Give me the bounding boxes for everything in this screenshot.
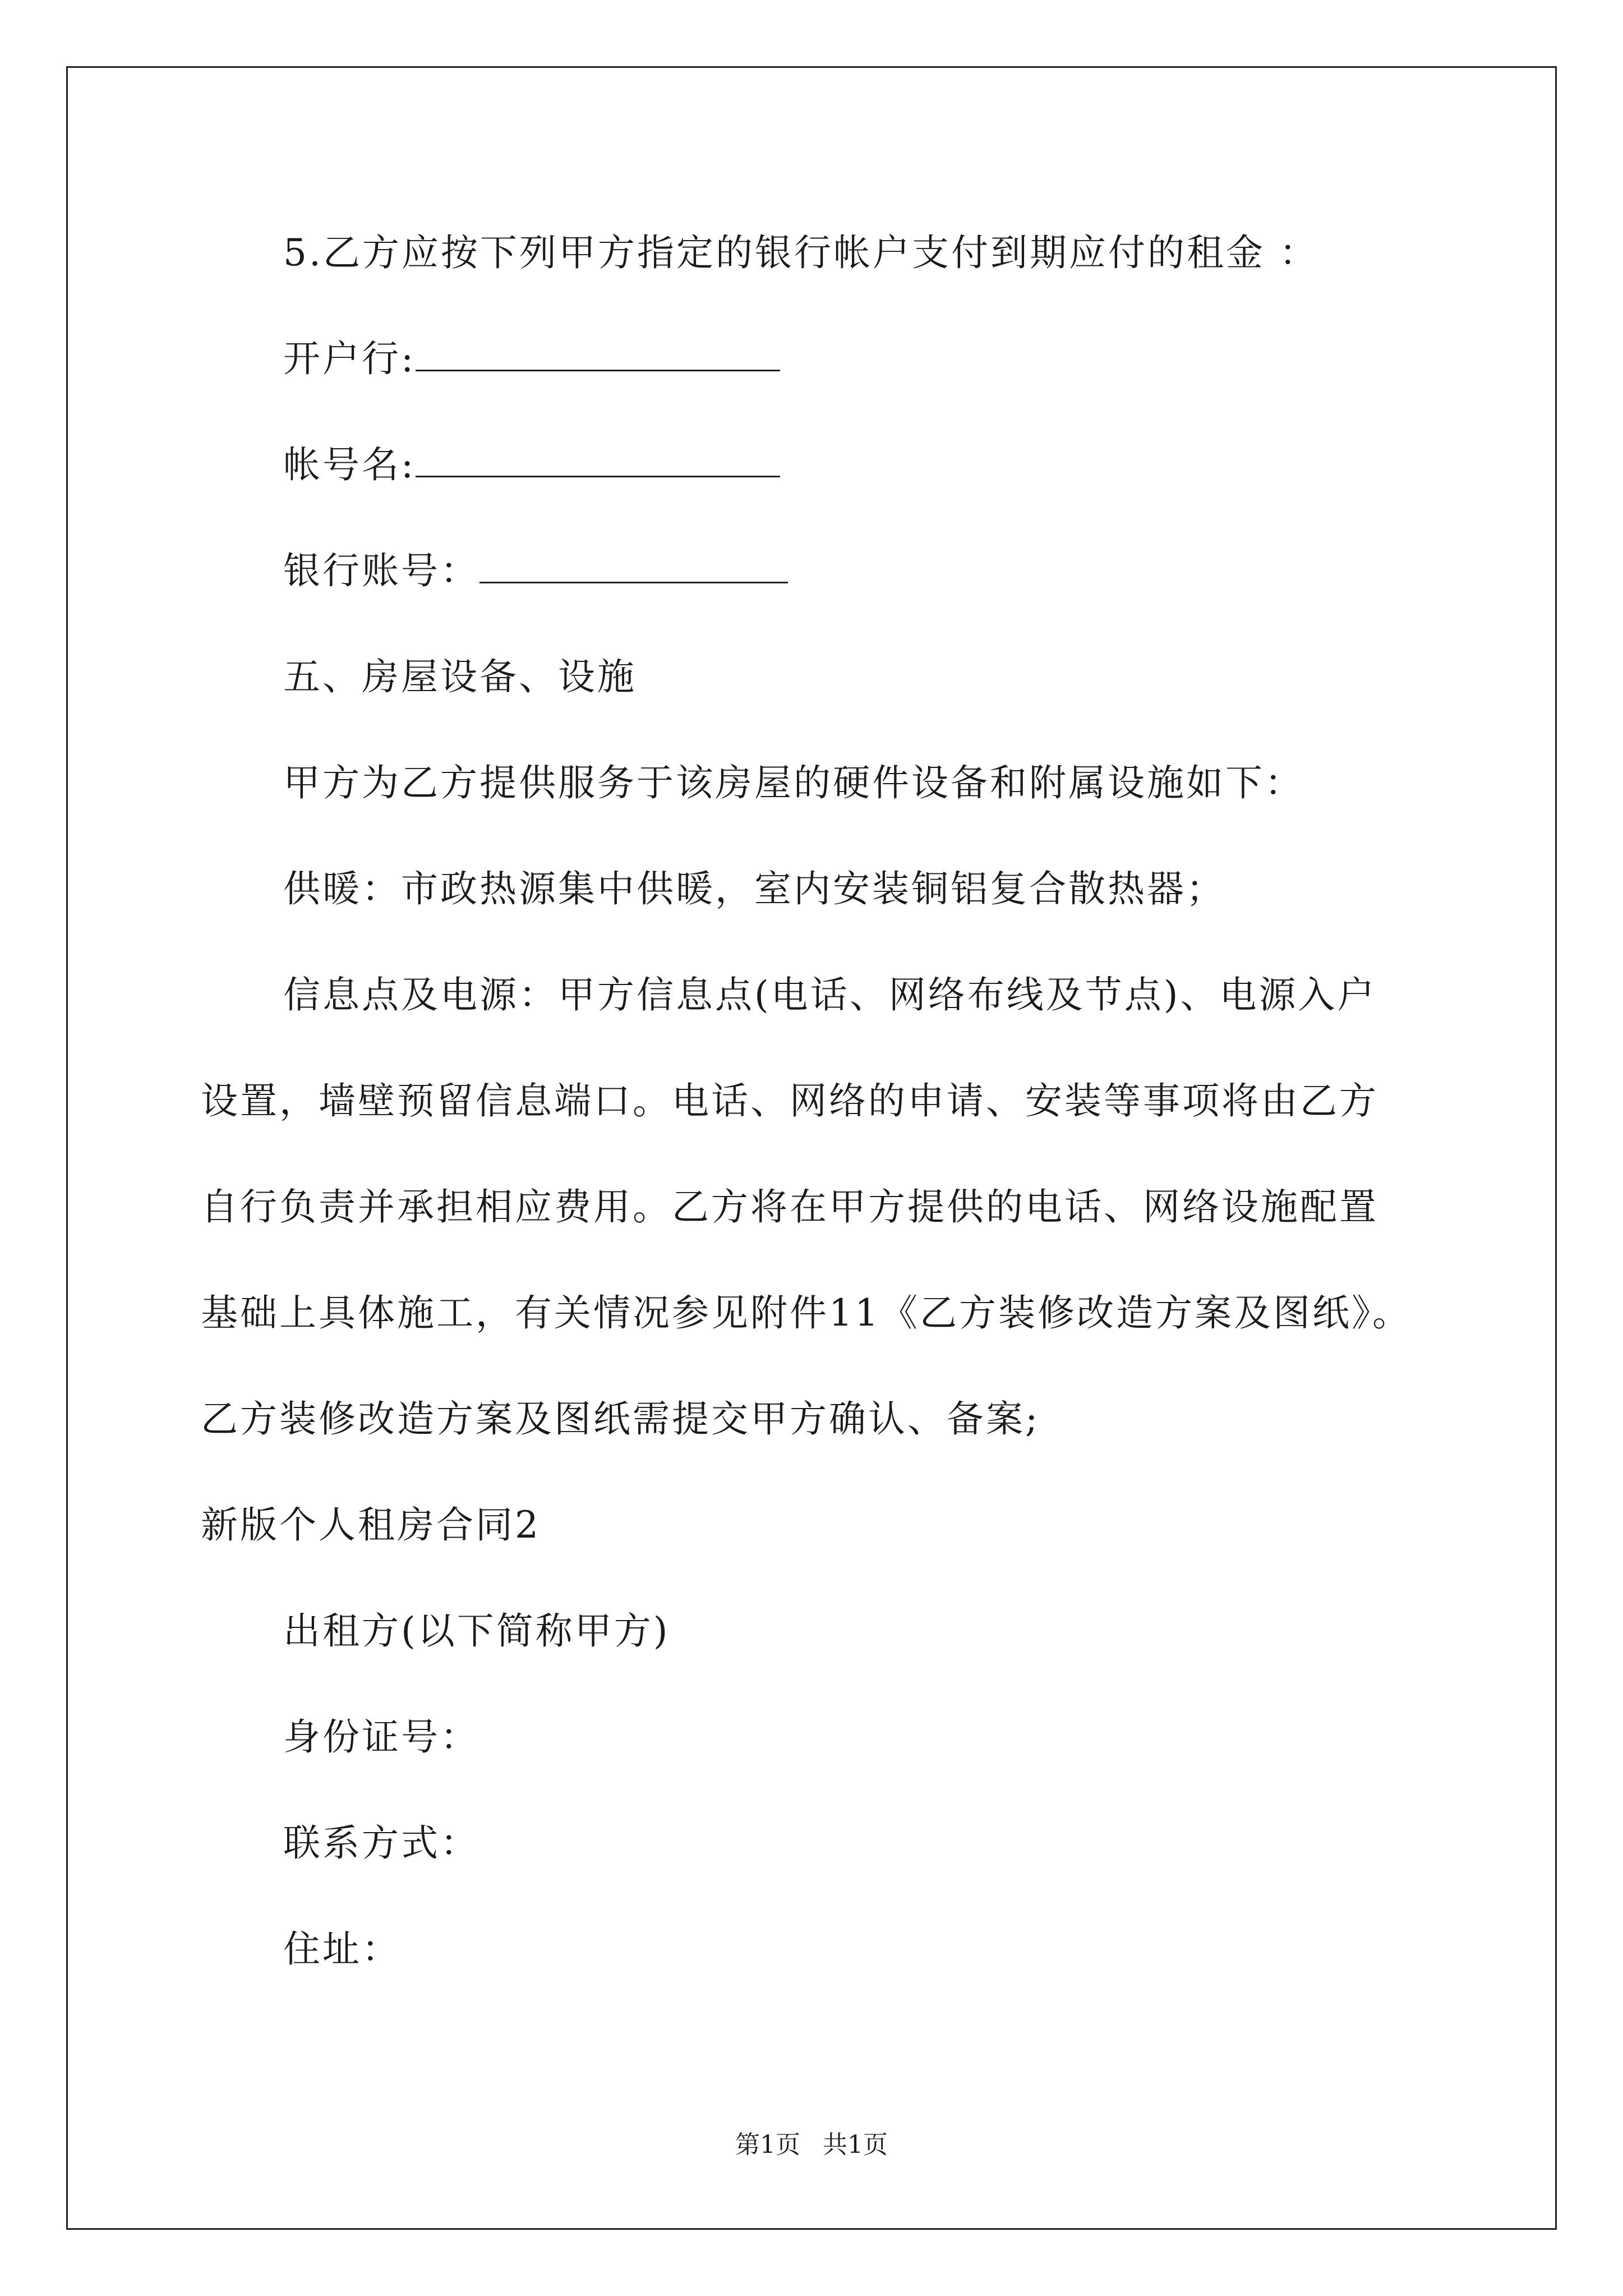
contact-label: 联系方式：: [283, 1821, 479, 1865]
info-power-paragraph-line-3: 自行负责并承担相应费用。乙方将在甲方提供的电话、网络设施配置: [201, 1185, 1378, 1228]
facilities-intro: 甲方为乙方提供服务于该房屋的硬件设备和附属设施如下：: [283, 761, 1304, 804]
info-power-paragraph-line-4: 基础上具体施工，有关情况参见附件11《乙方装修改造方案及图纸》。: [201, 1291, 1412, 1335]
page-total: 共1页: [823, 2131, 888, 2159]
info-power-paragraph-line-1: 信息点及电源：甲方信息点(电话、网络布线及节点)、电源入户: [283, 973, 1377, 1016]
account-name-field: [416, 447, 780, 477]
contract-2-title: 新版个人租房合同2: [201, 1503, 541, 1547]
heating-item: 供暖：市政热源集中供暖，室内安装铜铝复合散热器；: [283, 867, 1225, 910]
bank-name-row: [283, 337, 780, 380]
page-border: [66, 66, 1557, 2230]
page-number: 第1页: [735, 2131, 800, 2159]
page-footer: [0, 2133, 1623, 2157]
account-name-label: 帐号名:: [283, 443, 416, 486]
address-label: 住址：: [283, 1927, 401, 1971]
info-power-paragraph-line-5: 乙方装修改造方案及图纸需提交甲方确认、备案;: [201, 1397, 1040, 1441]
account-number-field: [479, 553, 788, 583]
account-number-label: 银行账号：: [283, 549, 479, 592]
info-power-paragraph-line-2: 设置，墙壁预留信息端口。电话、网络的申请、安装等事项将由乙方: [201, 1079, 1378, 1122]
clause-5-payment: 5.乙方应按下列甲方指定的银行帐户支付到期应付的租金 ：: [283, 231, 1318, 274]
account-name-row: [283, 443, 780, 486]
bank-name-label: 开户行:: [283, 337, 416, 380]
lessor-label: 出租方(以下简称甲方): [283, 1609, 670, 1653]
id-number-label: 身份证号：: [283, 1715, 479, 1759]
account-number-row: [283, 549, 788, 592]
bank-name-field: [416, 341, 780, 371]
section-5-heading: 五、房屋设备、设施: [283, 655, 637, 698]
